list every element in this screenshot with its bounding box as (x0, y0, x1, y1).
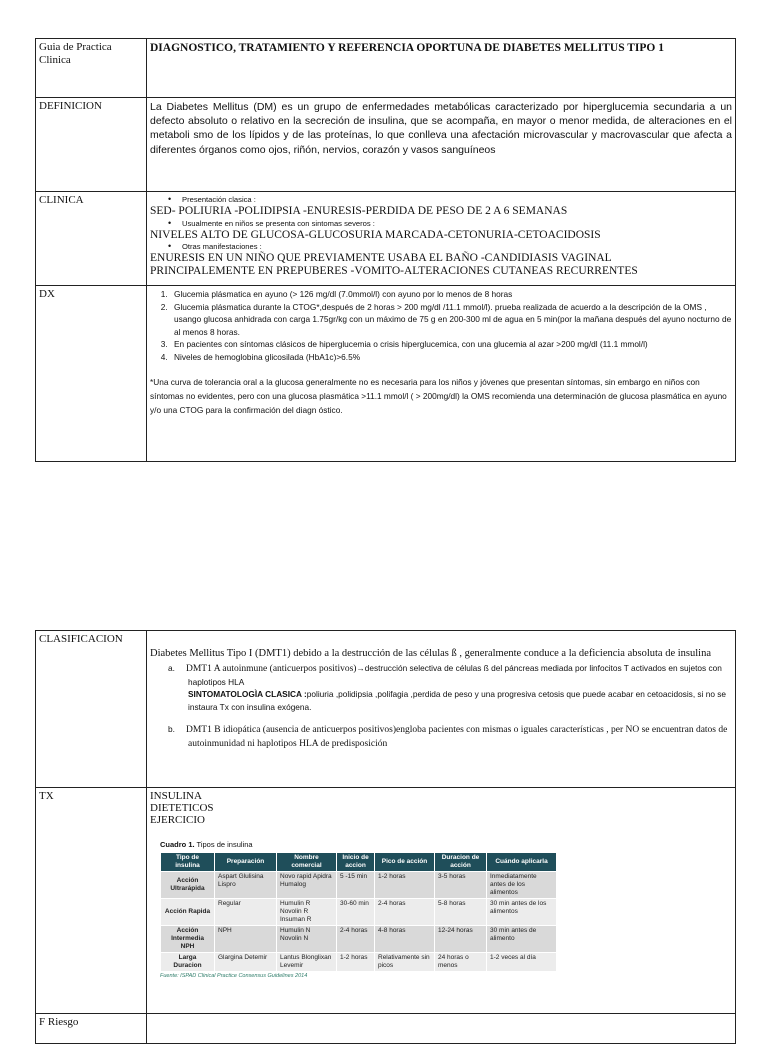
cell: Glargina Detemir (215, 953, 277, 972)
item-b-title: DMT1 B idiopática (ausencia de anticuerpos positivos) (186, 725, 397, 735)
cell: 30 min antes de alimento (487, 926, 557, 953)
cell: Inmediatamente antes de los alimentos (487, 872, 557, 899)
dx-list (150, 288, 732, 363)
col-header: Pico de acción (375, 853, 435, 872)
cell: Acción Ultrarápida (161, 872, 215, 899)
item-a-marker: a. (168, 663, 175, 673)
table-row (161, 926, 557, 953)
insulin-table (160, 852, 557, 972)
row-guia (36, 39, 736, 98)
row-definicion (36, 98, 736, 192)
table-row (161, 953, 557, 972)
label-clinica: CLINICA (36, 192, 147, 286)
clinica-text-2: NIVELES ALTO DE GLUCOSA-GLUCOSURIA MARCADA-CETONURIA-CETOACIDOSIS (150, 228, 601, 241)
cell: Humulin N Novolin N (277, 926, 337, 953)
tx-line: EJERCICIO (150, 814, 205, 826)
cell: Relativamente sin picos (375, 953, 435, 972)
insulin-table-caption (160, 840, 732, 849)
col-header: Cuándo aplicarla (487, 853, 557, 872)
cell: 1-2 horas (337, 953, 375, 972)
item-a-sint-label: SINTOMATOLOGÌA CLASICA : (188, 689, 307, 699)
label-tx: TX (36, 788, 147, 1014)
clinica-text-3a: ENURESIS EN UN NIÑO QUE PREVIAMENTE USABA EL BAÑO -CANDIDIASIS VAGINAL (150, 252, 612, 264)
item-b-marker: b. (168, 724, 175, 734)
clinica-bullet-2: • Usualmente en niños se presenta con sintomas severos : (168, 218, 732, 229)
table-row (161, 899, 557, 926)
col-header: Duracion de acción (435, 853, 487, 872)
cell: 4-8 horas (375, 926, 435, 953)
cell: Larga Duracion (161, 953, 215, 972)
table-row (161, 872, 557, 899)
col-header: Preparación (215, 853, 277, 872)
row-riesgo (36, 1014, 736, 1044)
clinica-text-1: SED- POLIURIA -POLIDIPSIA -ENURESIS-PERDIDA DE PESO DE 2 A 6 SEMANAS (150, 205, 568, 217)
dx-item: 4. Niveles de hemoglobina glicosilada (HbA1c)>6.5% (170, 351, 732, 364)
clasificacion-intro: Diabetes Mellitus Tipo I (DMT1) debido a la destrucción de las células ß , generalmente conduce a la deficiencia absoluta de insulina (150, 648, 711, 659)
item-a-text: →destrucción selectiva de células ß del páncreas mediada por linfocitos T activados en sujetos con haplotipos HLA (188, 663, 722, 687)
guide-table-1 (35, 38, 736, 462)
col-header: Inicio de accion (337, 853, 375, 872)
cell: 1-2 veces al día (487, 953, 557, 972)
guide-title: DIAGNOSTICO, TRATAMIENTO Y REFERENCIA OPORTUNA DE DIABETES MELLITUS TIPO 1 (147, 39, 736, 98)
dx-note: *Una curva de tolerancia oral a la glucosa generalmente no es necesaria para los niños y jóvenes que presentan síntomas, sin embargo en niños con síntomas no evidentes, pero con una glucosa plasmática >11.1 mmol/l ( > 200mg/dl) la OMS recomienda una determinación de glucosa plasmática en ayuno y/o una CTOG para la confirmación del diagn óstico. (150, 377, 727, 415)
tx-line: DIETETICOS (150, 802, 214, 814)
insulin-table-source: Fuente: ISPAD Clinical Practice Consensus Guidelines 2014 (160, 973, 308, 979)
clasificacion-item-a (168, 662, 732, 713)
cell: 12-24 horas (435, 926, 487, 953)
clinica-bullet-3: • Otras manifestaciones : (168, 241, 732, 252)
cell: 30-60 min (337, 899, 375, 926)
cell: 1-2 horas (375, 872, 435, 899)
cell: 2-4 horas (375, 899, 435, 926)
caption-bold: Cuadro 1. (160, 840, 195, 849)
cell: 2-4 horas (337, 926, 375, 953)
dx-item: 2. Glucemia plásmatica durante la CTOG*,después de 2 horas > 200 mg/dl /11.1 mmol/l). prueba realizada de acuerdo a la descripción de la OMS , usango glucosa anhidrada con carga 1.75gr/kg con un máximo de 75 g en 200-300 ml de agua en 5 min(por la mañana después del ayuno nocturno de al menos 8 horas. (170, 301, 732, 339)
cell: 3-5 horas (435, 872, 487, 899)
dx-item: 3. En pacientes con síntomas clásicos de hiperglucemia o crisis hiperglucemica, con una glucemia al azar >200 mg/dl (11.1 mmol/l) (170, 338, 732, 351)
row-clasificacion (36, 631, 736, 788)
label-dx: DX (36, 286, 147, 462)
tx-line: INSULINA (150, 790, 202, 802)
cell: 5 -15 min (337, 872, 375, 899)
item-a-sint-text: poliuria ,polidipsia ,polifagia ,perdida de peso y una progresiva cetosis que puede acabar en cetoacidosis, si no se instaura Tx con insulina exógena. (188, 689, 727, 712)
dx-item: 1. Glucemia plásmatica en ayuno (> 126 mg/dl (7.0mmol/l) con ayuno por lo menos de 8 horas (170, 288, 732, 301)
cell: 30 min antes de los alimentos (487, 899, 557, 926)
cell: Novo rapid Apidra Humalog (277, 872, 337, 899)
cell: NPH (215, 926, 277, 953)
cell: Acción Intermedia NPH (161, 926, 215, 953)
label-definicion: DEFINICION (36, 98, 147, 192)
label-clasificacion: CLASIFICACION (36, 631, 147, 788)
row-tx (36, 788, 736, 1014)
guide-table-2 (35, 630, 736, 1044)
cell: Lantus Blonglixan Levemir (277, 953, 337, 972)
caption-text: Tipos de insulina (196, 840, 253, 849)
cell: Acción Rapida (161, 899, 215, 926)
riesgo-cell (147, 1014, 736, 1044)
col-header: Nombre comercial (277, 853, 337, 872)
cell: 24 horas o menos (435, 953, 487, 972)
cell: Aspart Glulisina Lispro (215, 872, 277, 899)
item-b-text: engloba pacientes con mismas o iguales características , per NO se encuentran datos de autoinmunidad ni haplotipos HLA de predisposición (188, 725, 728, 749)
label-guia: Guia de Practica Clinica (36, 39, 147, 98)
row-clinica (36, 192, 736, 286)
clinica-bullet-1: • Presentación clasica : (168, 194, 732, 205)
clasificacion-item-b (168, 723, 732, 750)
row-dx (36, 286, 736, 462)
cell: 5-8 horas (435, 899, 487, 926)
definition-text: La Diabetes Mellitus (DM) es un grupo de enfermedades metabólicas caracterizado por hiperglucemia secundaria a un defecto absoluto o relativo en la secreción de insulina, que se acompaña, en mayor o menor medida, de alteraciones en el metaboli smo de los lípidos y de las proteínas, lo que conlleva una afectación microvascular y macrovascular que afecta a diferentes órganos como ojos, riñón, nervios, corazón y vasos sanguíneos (150, 101, 732, 156)
label-riesgo: F Riesgo (36, 1014, 147, 1044)
col-header: Tipo de insulina (161, 853, 215, 872)
cell: Humulin R Novolin R Insuman R (277, 899, 337, 926)
insulin-table-header (161, 853, 557, 872)
item-a-title: DMT1 A autoinmune (anticuerpos positivos) (186, 664, 357, 674)
clinica-text-3b: PRINCIPALEMENTE EN PREPUBERES -VOMITO-ALTERACIONES CUTANEAS RECURRENTES (150, 264, 638, 277)
cell: Regular (215, 899, 277, 926)
